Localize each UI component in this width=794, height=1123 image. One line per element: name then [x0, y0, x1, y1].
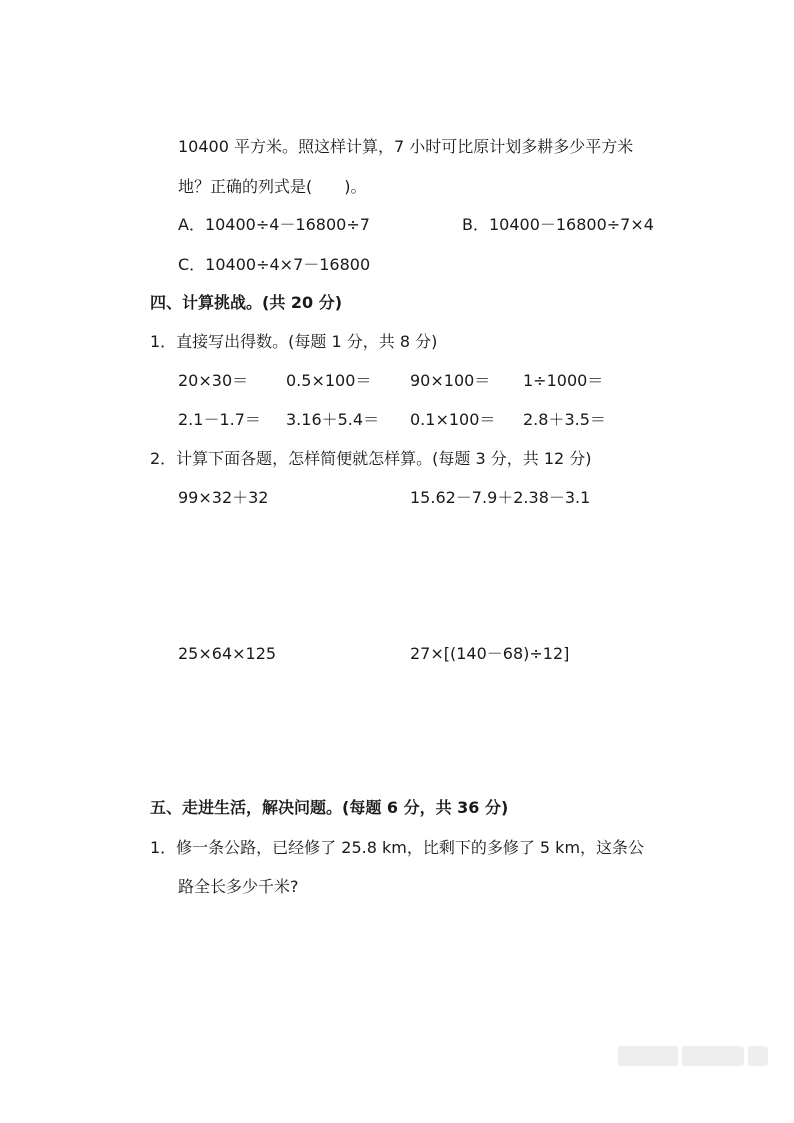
oral-calc-item: 0.1×100＝	[410, 410, 496, 429]
calc-problem: 15.62－7.9＋2.38－3.1	[410, 488, 591, 507]
oral-calc-item: 3.16＋5.4＝	[286, 410, 380, 429]
watermark-block	[682, 1046, 744, 1066]
option-c: C．10400÷4×7－16800	[178, 255, 371, 274]
question-text-line-2: 地？正确的列式是( )。	[178, 177, 367, 196]
oral-calc-item: 2.8＋3.5＝	[523, 410, 606, 429]
word-problem-line-2: 路全长多少千米?	[178, 877, 299, 896]
question-text-line-1: 10400 平方米。照这样计算，7 小时可比原计划多耕多少平方米	[178, 137, 634, 156]
oral-calc-item: 20×30＝	[178, 371, 249, 390]
section-5-title: 五、走进生活，解决问题。(每题 6 分，共 36 分)	[150, 798, 509, 817]
word-problem-line-1: 1．修一条公路，已经修了 25.8 km，比剩下的多修了 5 km，这条公	[150, 838, 645, 857]
option-b: B．10400－16800÷7×4	[462, 215, 654, 234]
option-a: A．10400÷4－16800÷7	[178, 215, 370, 234]
oral-calc-item: 90×100＝	[410, 371, 491, 390]
oral-calc-item: 0.5×100＝	[286, 371, 372, 390]
section-4-title: 四、计算挑战。(共 20 分)	[150, 293, 343, 312]
oral-calc-item: 1÷1000＝	[523, 371, 604, 390]
watermark	[618, 1046, 768, 1066]
section-4-q2-label: 2．计算下面各题，怎样简便就怎样算。(每题 3 分，共 12 分)	[150, 449, 592, 468]
watermark-block	[618, 1046, 678, 1066]
calc-problem: 27×[(140－68)÷12]	[410, 644, 570, 663]
calc-problem: 99×32＋32	[178, 488, 269, 507]
oral-calc-item: 2.1－1.7＝	[178, 410, 261, 429]
watermark-block	[748, 1046, 768, 1066]
calc-problem: 25×64×125	[178, 644, 277, 663]
section-4-q1-label: 1．直接写出得数。(每题 1 分，共 8 分)	[150, 332, 438, 351]
